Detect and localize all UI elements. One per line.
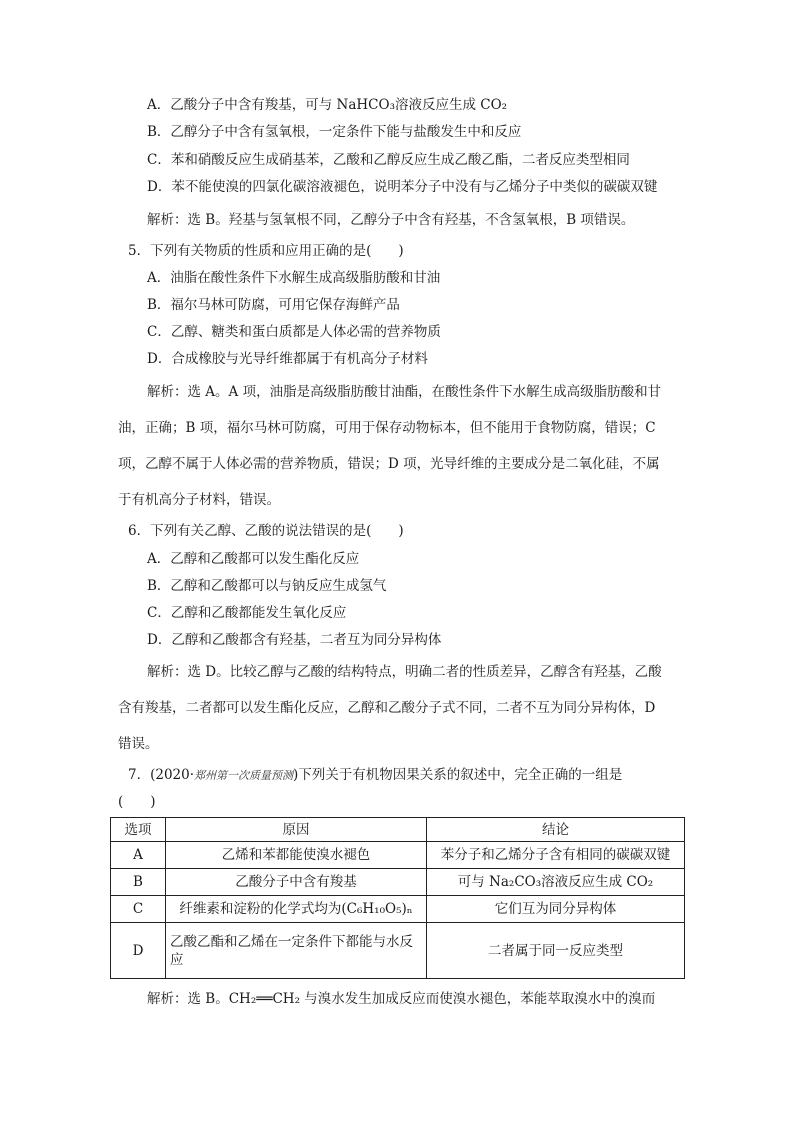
q6-analysis-line-1: 解析：选 D。比较乙醇与乙酸的结构特点，明确二者的性质差异，乙醇含有羟基，乙酸 bbox=[147, 664, 662, 680]
q7-stem bbox=[128, 766, 622, 785]
q5-analysis-line-4: 于有机高分子材料，错误。 bbox=[118, 492, 280, 508]
q6-option-b: B．乙醇和乙酸都可以与钠反应生成氢气 bbox=[147, 578, 387, 594]
row-b-conclusion: 可与 Na₂CO₃溶液反应生成 CO₂ bbox=[427, 869, 685, 896]
q5-analysis-line-3: 项，乙醇不属于人体必需的营养物质，错误；D 项，光导纤维的主要成分是二氧化硅，不属 bbox=[118, 456, 660, 472]
row-d-conclusion: 二者属于同一反应类型 bbox=[427, 923, 685, 979]
q5-analysis-line-2: 油，正确；B 项，福尔马林可防腐，可用于保存动物标本，但不能用于食物防腐，错误；C bbox=[118, 420, 656, 436]
q7-stem-paren: ( ) bbox=[118, 794, 156, 810]
q7-stem-suffix: )下列关于有机物因果关系的叙述中，完全正确的一组是 bbox=[293, 767, 623, 783]
q6-option-d: D．乙醇和乙酸都含有羟基，二者互为同分异构体 bbox=[147, 632, 442, 648]
q7-table bbox=[110, 817, 685, 979]
row-c-conclusion: 它们互为同分异构体 bbox=[427, 896, 685, 923]
row-a-conclusion: 苯分子和乙烯分子含有相同的碳碳双键 bbox=[427, 842, 685, 869]
q4-option-b: B．乙醇分子中含有氢氧根，一定条件下能与盐酸发生中和反应 bbox=[147, 124, 522, 140]
table-row bbox=[111, 869, 685, 896]
q4-analysis: 解析：选 B。羟基与氢氧根不同，乙醇分子中含有羟基，不含氢氧根，B 项错误。 bbox=[147, 212, 635, 228]
q4-option-d: D．苯不能使溴的四氯化碳溶液褪色，说明苯分子中没有与乙烯分子中类似的碳碳双键 bbox=[147, 179, 658, 195]
table-header-row bbox=[111, 818, 685, 842]
q4-option-a: A．乙酸分子中含有羧基，可与 NaHCO₃溶液反应生成 CO₂ bbox=[147, 97, 508, 113]
q6-option-c: C．乙醇和乙酸都能发生氧化反应 bbox=[147, 605, 347, 621]
q7-source: 郑州第一次质量预测 bbox=[194, 769, 294, 782]
q5-option-a: A．油脂在酸性条件下水解生成高级脂肪酸和甘油 bbox=[147, 270, 441, 286]
row-c-option: C bbox=[111, 896, 166, 923]
row-a-reason: 乙烯和苯都能使溴水褪色 bbox=[166, 842, 427, 869]
row-b-option: B bbox=[111, 869, 166, 896]
row-a-option: A bbox=[111, 842, 166, 869]
q5-option-c: C．乙醇、糖类和蛋白质都是人体必需的营养物质 bbox=[147, 324, 441, 340]
q6-stem: 6．下列有关乙醇、乙酸的说法错误的是( ) bbox=[128, 523, 404, 539]
table-row bbox=[111, 923, 685, 979]
q5-option-b: B．福尔马林可防腐，可用它保存海鲜产品 bbox=[147, 297, 400, 313]
table-row bbox=[111, 896, 685, 923]
q5-option-d: D．合成橡胶与光导纤维都属于有机高分子材料 bbox=[147, 351, 428, 367]
q6-option-a: A．乙醇和乙酸都可以发生酯化反应 bbox=[147, 551, 360, 567]
header-conclusion: 结论 bbox=[427, 818, 685, 842]
q5-analysis-line-1: 解析：选 A。A 项，油脂是高级脂肪酸甘油酯，在酸性条件下水解生成高级脂肪酸和甘 bbox=[147, 384, 662, 400]
q5-stem: 5．下列有关物质的性质和应用正确的是( ) bbox=[128, 243, 404, 259]
header-reason: 原因 bbox=[166, 818, 427, 842]
q7-stem-prefix: 7．(2020· bbox=[128, 767, 195, 783]
row-c-reason: 纤维素和淀粉的化学式均为(C₆H₁₀O₅)ₙ bbox=[166, 896, 427, 923]
header-option: 选项 bbox=[111, 818, 166, 842]
q7-analysis: 解析：选 B。CH₂══CH₂ 与溴水发生加成反应而使溴水褪色，苯能萃取溴水中的溴而 bbox=[147, 991, 656, 1007]
q6-analysis-line-3: 错误。 bbox=[118, 736, 159, 752]
q6-analysis-line-2: 含有羧基，二者都可以发生酯化反应，乙醇和乙酸分子式不同，二者不互为同分异构体，D bbox=[118, 700, 656, 716]
row-d-option: D bbox=[111, 923, 166, 979]
q4-option-c: C．苯和硝酸反应生成硝基苯，乙酸和乙醇反应生成乙酸乙酯，二者反应类型相同 bbox=[147, 152, 630, 168]
row-b-reason: 乙酸分子中含有羧基 bbox=[166, 869, 427, 896]
row-d-reason: 乙酸乙酯和乙烯在一定条件下都能与水反应 bbox=[166, 923, 427, 979]
table-row bbox=[111, 842, 685, 869]
